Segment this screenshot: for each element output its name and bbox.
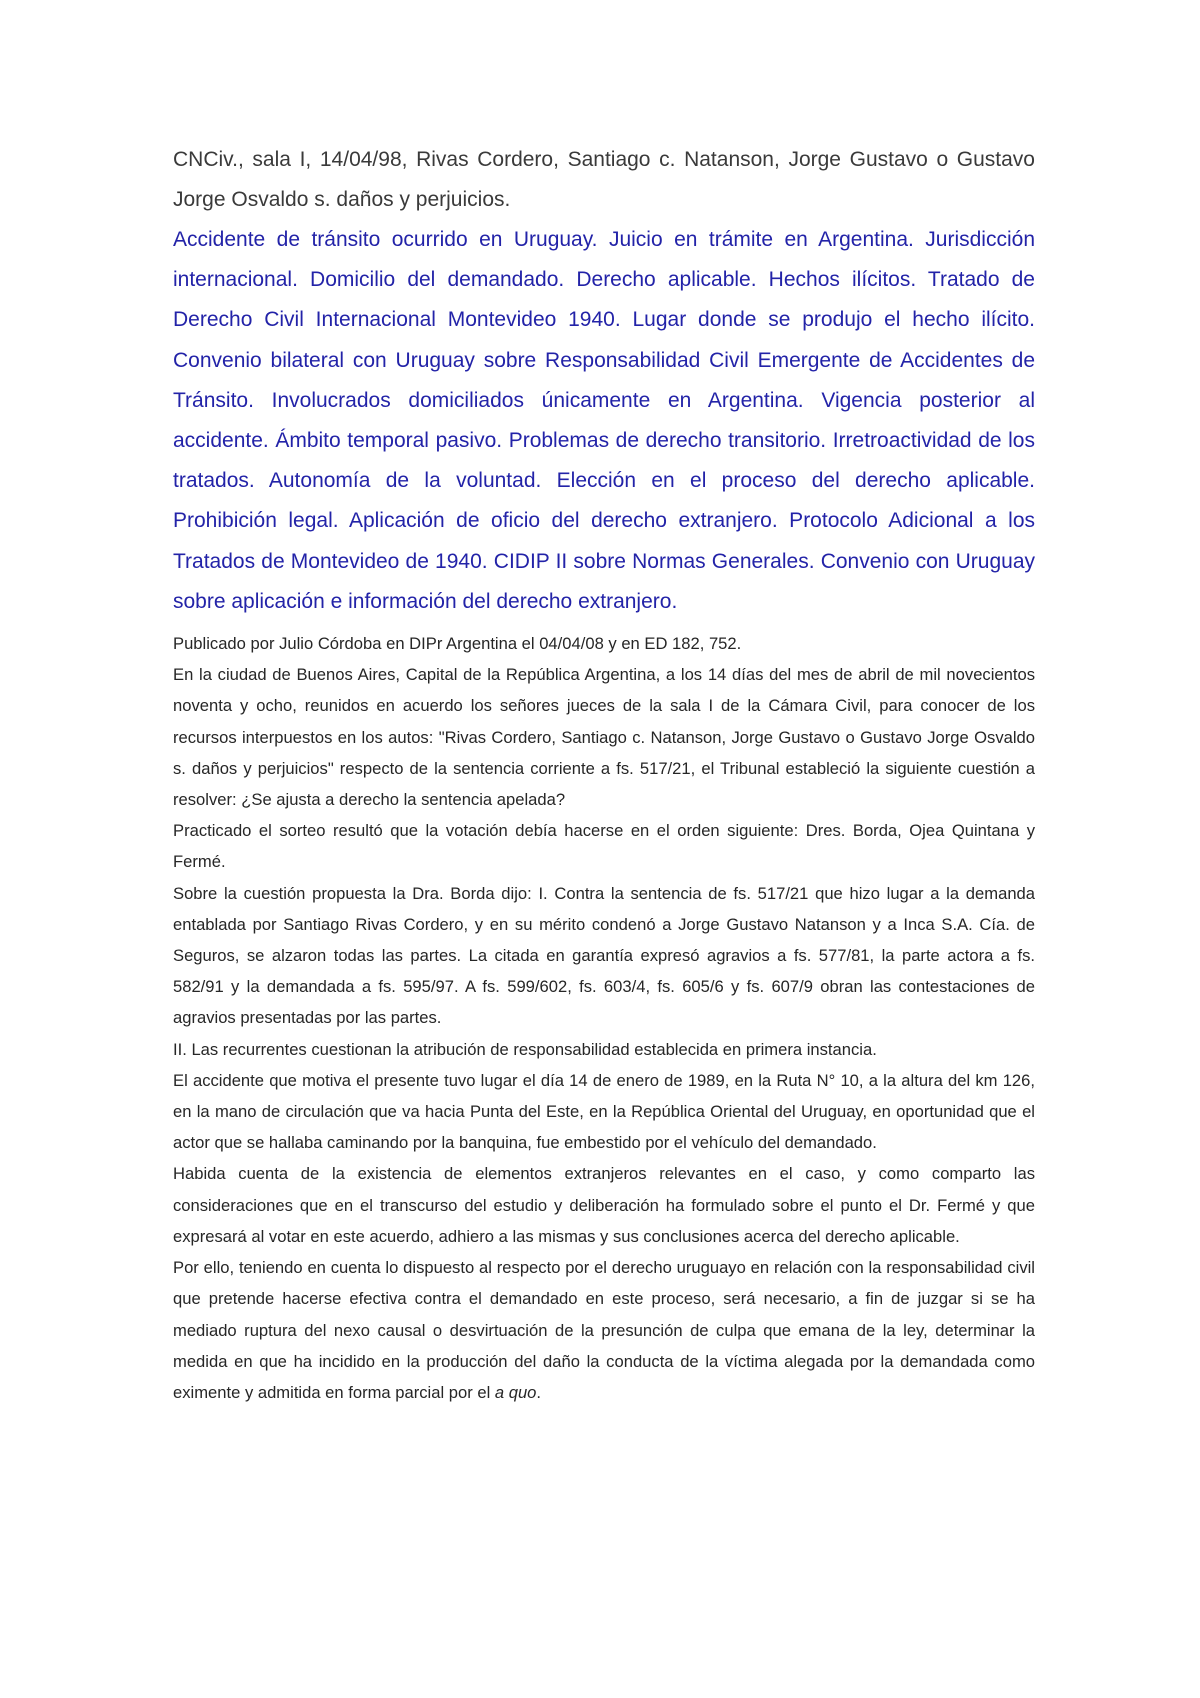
latin-phrase: a quo [494, 1382, 537, 1402]
case-summary: Accidente de tránsito ocurrido en Uruguay. Juicio en trámite en Argentina. Jurisdicción internacional. Domicilio del demandado. Derecho aplicable. Hechos ilícitos. Tratado de Derecho Civil Internacional Montevideo 1940. Lugar donde se produjo el hecho ilícito. Convenio bilateral con Uruguay sobre Responsabilidad Civil Emergente de Accidentes de Tránsito. Involucrados domiciliados únicamente en Argentina. Vigencia posterior al accidente. Ámbito temporal pasivo. Problemas de derecho transitorio. Irretroactividad de los tratados. Autonomía de la voluntad. Elección en el proceso del derecho aplicable. Prohibición legal. Aplicación de oficio del derecho extranjero. Protocolo Adicional a los Tratados de Montevideo de 1940. CIDIP II sobre Normas Generales. Convenio con Uruguay sobre aplicación e información del derecho extranjero. [173, 228, 1035, 613]
judgment-body [173, 659, 1035, 1408]
paragraph: Sobre la cuestión propuesta la Dra. Borda dijo: I. Contra la sentencia de fs. 517/21 que hizo lugar a la demanda entablada por Santiago Rivas Cordero, y en su mérito condenó a Jorge Gustavo Natanson y a Inca S.A. Cía. de Seguros, se alzaron todas las partes. La citada en garantía expresó agravios a fs. 577/81, la parte actora a fs. 582/91 y la demandada a fs. 595/97. A fs. 599/602, fs. 603/4, fs. 605/6 y fs. 607/9 obran las contestaciones de agravios presentadas por las partes. [173, 883, 1035, 1028]
publication-note: Publicado por Julio Córdoba en DIPr Argentina el 04/04/08 y en ED 182, 752. [173, 634, 742, 654]
paragraph-text: Por ello, teniendo en cuenta lo dispuesto al respecto por el derecho uruguayo en relación con la responsabilidad civil que pretende hacerse efectiva contra el demandado en este proceso, será necesario, a fin de juzgar si se ha mediado ruptura del nexo causal o desvirtuación de la presunción de culpa que emana de la ley, determinar la medida en que ha incidido en la producción del daño la conducta de la víctima alegada por la demandada como eximente y admitida en forma parcial por el [173, 1258, 1035, 1402]
paragraph: Habida cuenta de la existencia de elementos extranjeros relevantes en el caso, y como comparto las consideraciones que en el transcurso del estudio y deliberación ha formulado sobre el punto el Dr. Fermé y que expresará al votar en este acuerdo, adhiero a las mismas y sus conclusiones acerca del derecho aplicable. [173, 1164, 1035, 1246]
paragraph: En la ciudad de Buenos Aires, Capital de la República Argentina, a los 14 días del mes de abril de mil novecientos noventa y ocho, reunidos en acuerdo los señores jueces de la sala I de la Cámara Civil, para conocer de los recursos interpuestos en los autos: "Rivas Cordero, Santiago c. Natanson, Jorge Gustavo o Gustavo Jorge Osvaldo s. daños y perjuicios" respecto de la sentencia corriente a fs. 517/21, el Tribunal estableció la siguiente cuestión a resolver: ¿Se ajusta a derecho la sentencia apelada? [173, 665, 1035, 810]
paragraph: El accidente que motiva el presente tuvo lugar el día 14 de enero de 1989, en la Ruta N° 10, a la altura del km 126, en la mano de circulación que va hacia Punta del Este, en la República Oriental del Uruguay, en oportunidad que el actor que se hallaba caminando por la banquina, fue embestido por el vehículo del demandado. [173, 1070, 1035, 1153]
paragraph [173, 1252, 1035, 1408]
paragraph: II. Las recurrentes cuestionan la atribución de responsabilidad establecida en primera instancia. [173, 1039, 877, 1059]
paragraph: Practicado el sorteo resultó que la votación debía hacerse en el orden siguiente: Dres. Borda, Ojea Quintana y Fermé. [173, 821, 1035, 872]
document-page [173, 140, 1035, 1408]
case-title: CNCiv., sala I, 14/04/98, Rivas Cordero, Santiago c. Natanson, Jorge Gustavo o Gustavo Jorge Osvaldo s. daños y perjuicios. [173, 148, 1035, 211]
paragraph-end: . [536, 1382, 542, 1402]
